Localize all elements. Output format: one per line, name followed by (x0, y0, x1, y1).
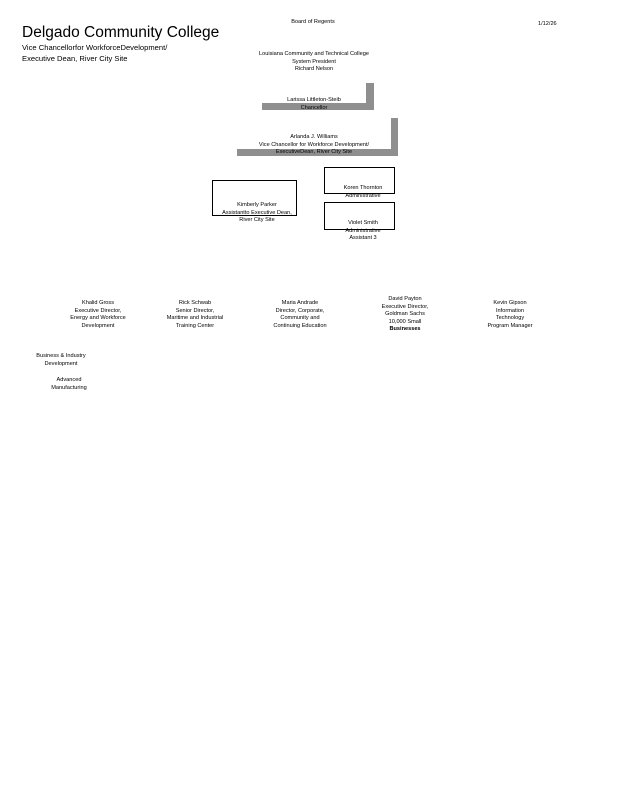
assistant-to-dean-title1: Assistantto Executive Dean, (222, 209, 292, 216)
assistant-to-dean-name: Kimberly Parker (237, 202, 277, 208)
director-title-line: Energy and Workforce (70, 315, 126, 322)
admin-1-title: Administrative (345, 192, 381, 199)
sub-unit-line: Advanced (56, 377, 82, 383)
board-of-regents-label: Board of Regents (291, 19, 335, 25)
director-title-line: Community and (280, 315, 320, 322)
admin-2-name: Violet Smith (348, 220, 378, 226)
sub-unit-business-industry (26, 353, 96, 368)
vice-chancellor-name: Arlanda J. Williams (290, 134, 338, 140)
director-node-schwab (153, 300, 237, 330)
sub-unit-line: Business & Industry (36, 353, 86, 359)
admin-2-title2: Assistant 3 (349, 235, 377, 242)
system-president-line3: Richard Nelson (294, 66, 334, 73)
director-node-andrade (258, 300, 342, 330)
sub-unit-line: Development (44, 360, 78, 367)
director-title-line: Businesses (389, 326, 421, 333)
sub-unit-advanced-manufacturing (34, 377, 104, 392)
director-node-gipson (468, 300, 552, 330)
vice-chancellor-title2: ExecutiveDean, River City Site (275, 149, 353, 156)
director-title-line: Executive Director, (74, 307, 122, 314)
vice-chancellor-title1: Vice Chancellor for Workforce Development/ (258, 141, 370, 148)
director-title-line: Continuing Education (273, 322, 327, 329)
sub-unit-line: Manufacturing (51, 384, 87, 391)
director-name: Maria Andrade (281, 300, 319, 306)
director-title-line: Director, Corporate, (275, 307, 325, 314)
director-title-line: Maritime and Industrial (166, 315, 224, 322)
admin-2-node (324, 220, 402, 243)
page-subtitle-line1: Vice Chancellorfor WorkforceDevelopment/ (22, 43, 168, 52)
director-title-line: Development (81, 322, 115, 329)
college-title: Delgado Community College (22, 24, 220, 41)
assistant-to-dean-node (212, 202, 302, 225)
director-node-payton (363, 296, 447, 334)
admin-1-node (324, 185, 402, 200)
system-president-node (234, 51, 394, 74)
system-president-line2: System President (292, 58, 336, 65)
vice-chancellor-node (237, 134, 391, 157)
director-name: Khalid Gross (81, 300, 115, 306)
director-name: Rick Schwab (178, 300, 212, 306)
system-president-line1: Louisiana Community and Technical College (259, 51, 369, 57)
chancellor-title: Chancellor (300, 104, 328, 111)
page-subtitle-line2: Executive Dean, River City Site (22, 54, 128, 63)
assistant-to-dean-title2: River City Site (239, 217, 275, 224)
director-name: David Payton (388, 296, 422, 302)
admin-1-name: Koren Thornton (343, 185, 383, 191)
director-node-gross (56, 300, 140, 330)
director-name: Kevin Gipson (493, 300, 527, 306)
director-title-line: Technology (495, 315, 525, 322)
director-title-line: Executive Director, (381, 303, 429, 310)
chancellor-name: Larissa Littleton-Steib (287, 97, 341, 103)
print-date: 1/12/26 (538, 21, 557, 27)
admin-2-title1: Administrative (345, 227, 381, 234)
director-title-line: Goldman Sachs (385, 311, 425, 318)
director-title-line: Program Manager (487, 322, 533, 329)
chancellor-node (262, 97, 366, 112)
director-title-line: Training Center (175, 322, 215, 329)
director-title-line: 10,000 Small (388, 318, 422, 325)
director-title-line: Senior Director, (175, 307, 215, 314)
director-title-line: Information (496, 307, 524, 314)
